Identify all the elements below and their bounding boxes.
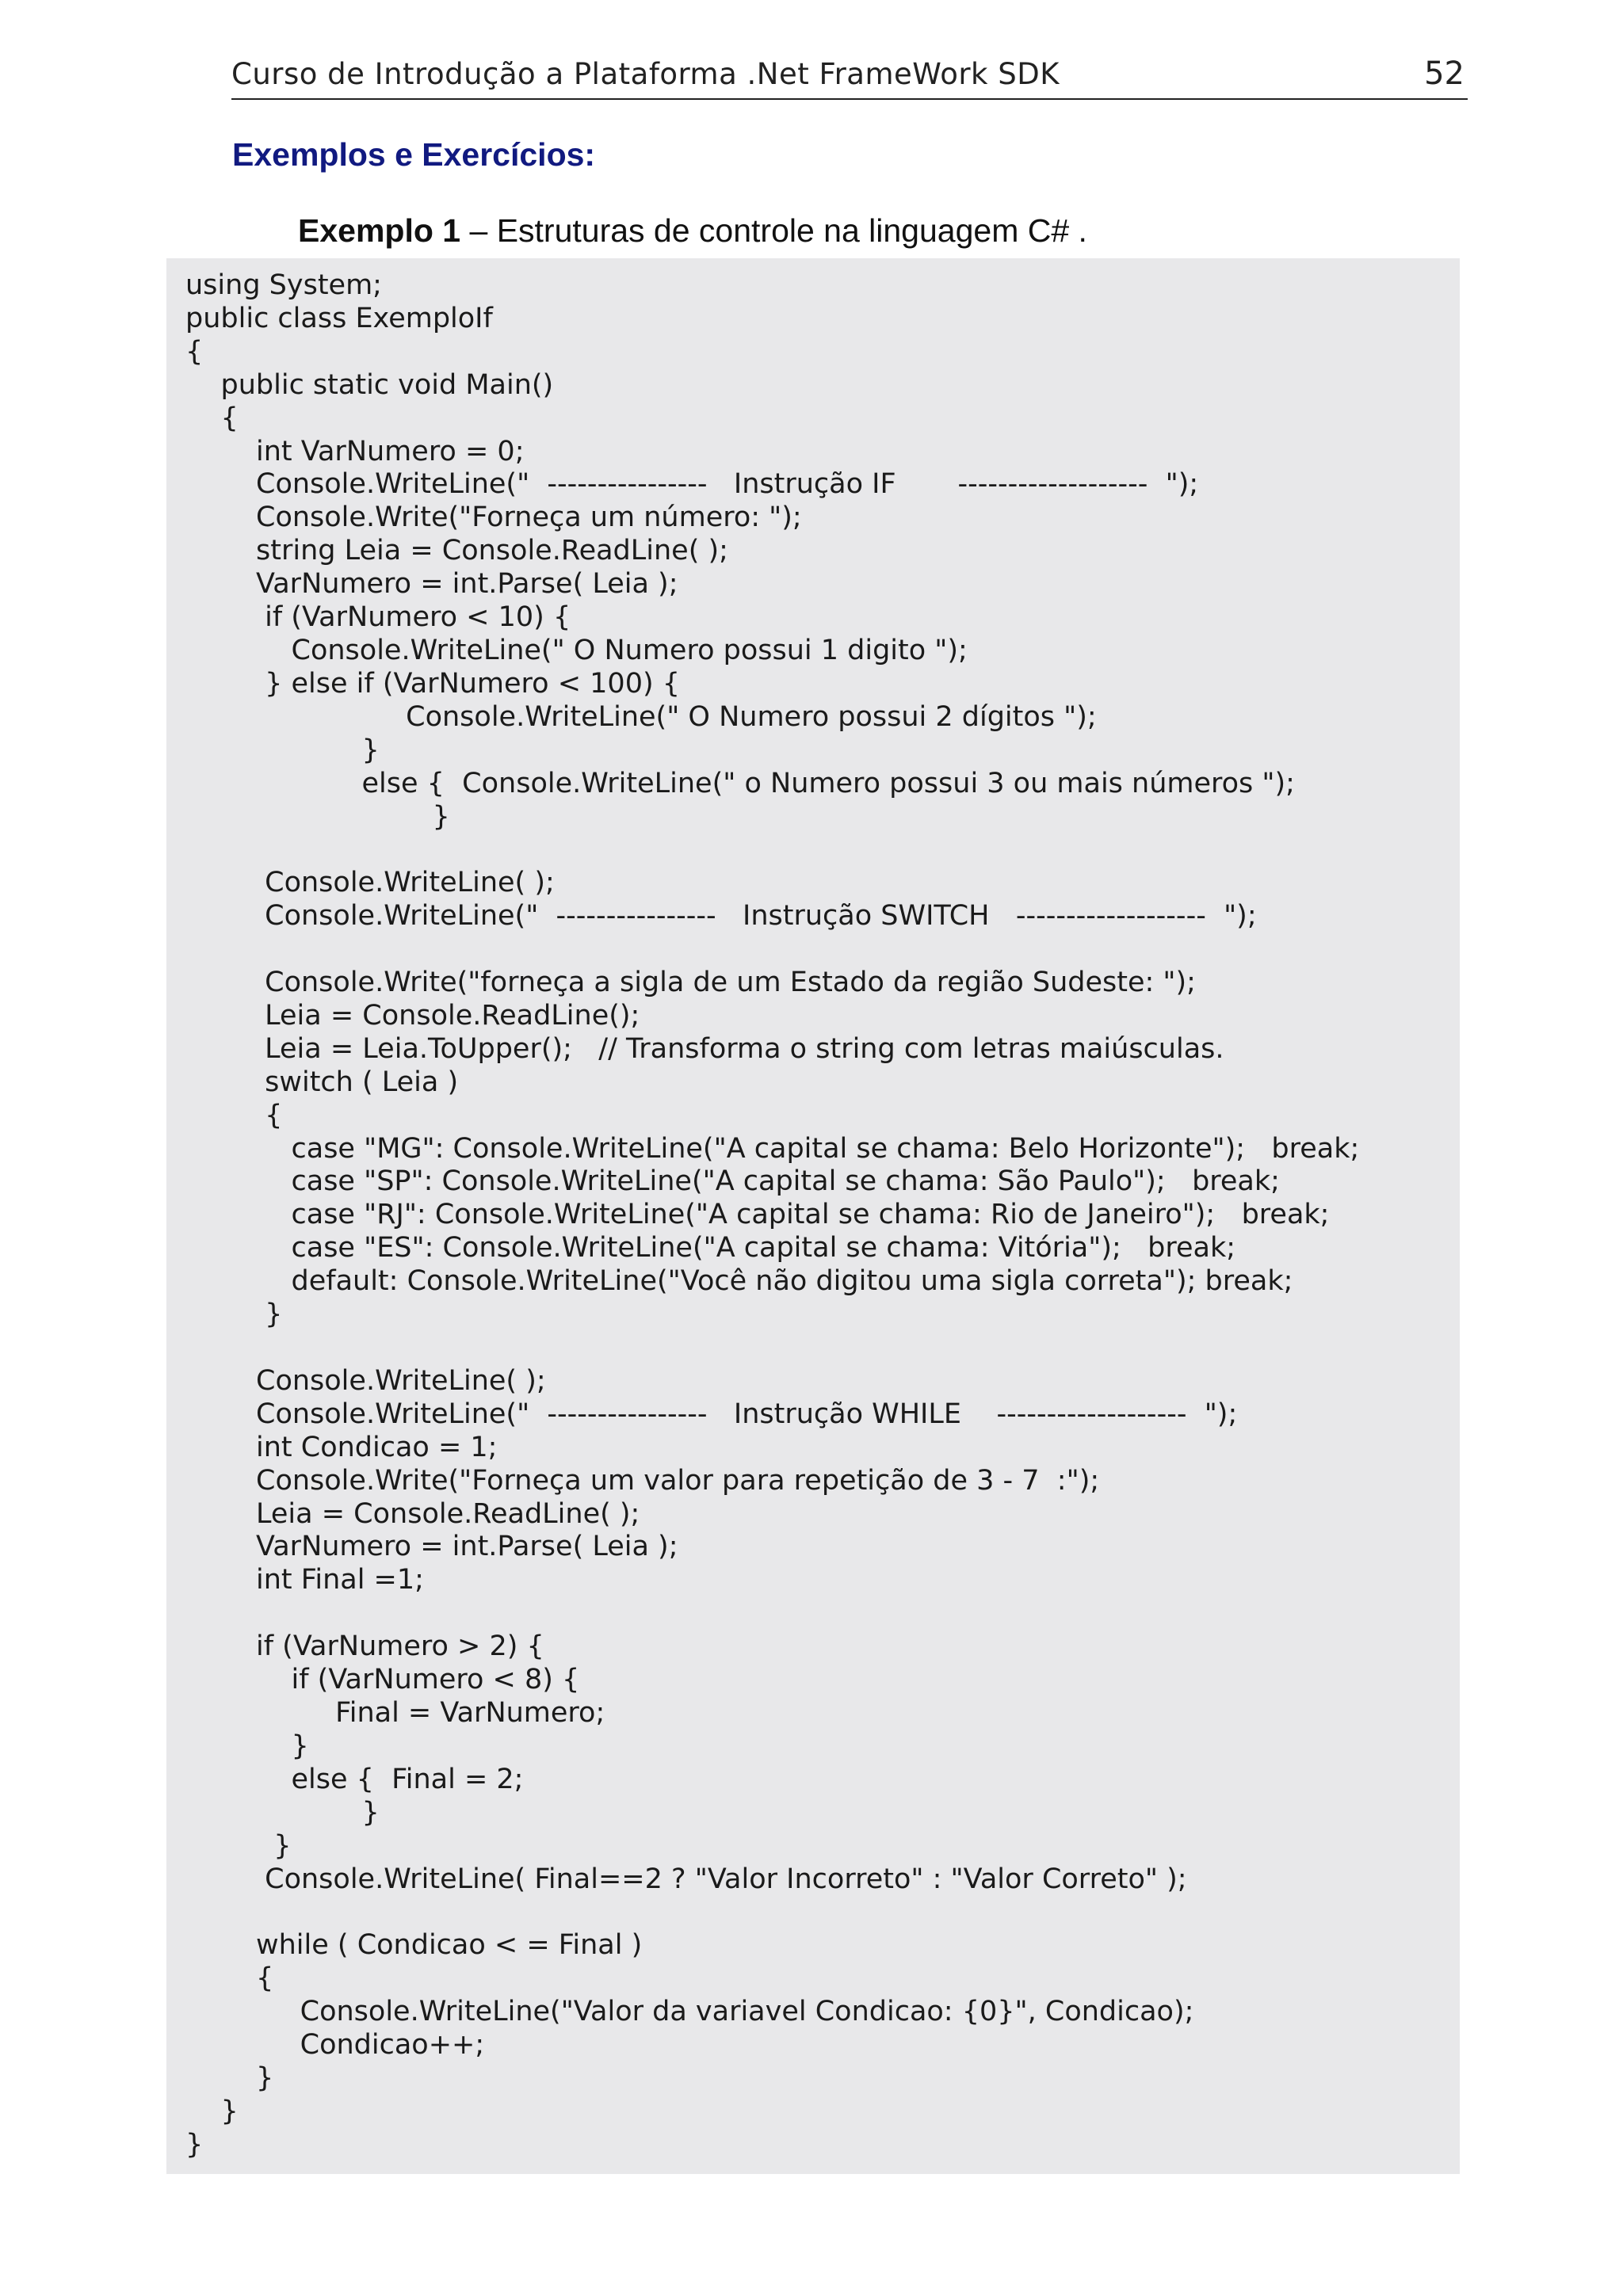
- section-heading: Exemplos e Exercícios:: [232, 136, 596, 173]
- page-number: 52: [1424, 55, 1465, 92]
- example-separator: –: [460, 212, 497, 249]
- example-label: Exemplo 1: [298, 212, 461, 249]
- example-title: [298, 212, 1087, 250]
- page-header: [231, 54, 1468, 100]
- code-listing: using System; public class ExemploIf { public static void Main() { int VarNumero = 0; Console.WriteLine(" ---------------- Instrução IF ------------------- "); Console.Write("Forneça um número: "); string Leia = Console.ReadLine( ); VarNumero = int.Parse( Leia ); if (VarNumero < 10) { Console.WriteLine(" O Numero possui 1 digito "); } else if (VarNumero < 100) { Console.WriteLine(" O Numero possui 2 dígitos "); } else { Console.WriteLine(" o Numero possui 3 ou mais números "); } Console.WriteLine( ); Console.WriteLine(" ---------------- Instrução SWITCH ------------------- "); Console.Write("forneça a sigla de um Estado da região Sudeste: "); Leia = Console.ReadLine(); Leia = Leia.ToUpper(); // Transforma o string com letras maiúsculas. switch ( Leia ) { case "MG": Console.WriteLine("A capital se chama: Belo Horizonte"); break; case "SP": Console.WriteLine("A capital se chama: São Paulo"); break; case "RJ": Console.WriteLine("A capital se chama: Rio de Janeiro"); break; case "ES": Console.WriteLine("A capital se chama: Vitória"); break; default: Console.WriteLine("Você não digitou uma sigla correta"); break; } Console.WriteLine( ); Console.WriteLine(" ---------------- Instrução WHILE ------------------- "); int Condicao = 1; Console.Write("Forneça um valor para repetição de 3 - 7 :"); Leia = Console.ReadLine( ); VarNumero = int.Parse( Leia ); int Final =1; if (VarNumero > 2) { if (VarNumero < 8) { Final = VarNumero; } else { Final = 2; } } Console.WriteLine( Final==2 ? "Valor Incorreto" : "Valor Correto" ); while ( Condicao < = Final ) { Console.WriteLine("Valor da variavel Condicao: {0}", Condicao); Condicao++; } } }: [185, 269, 1360, 2161]
- header-title: Curso de Introdução a Plataforma .Net FrameWork SDK: [231, 57, 1060, 91]
- example-description: Estruturas de controle na linguagem C# .: [496, 212, 1087, 249]
